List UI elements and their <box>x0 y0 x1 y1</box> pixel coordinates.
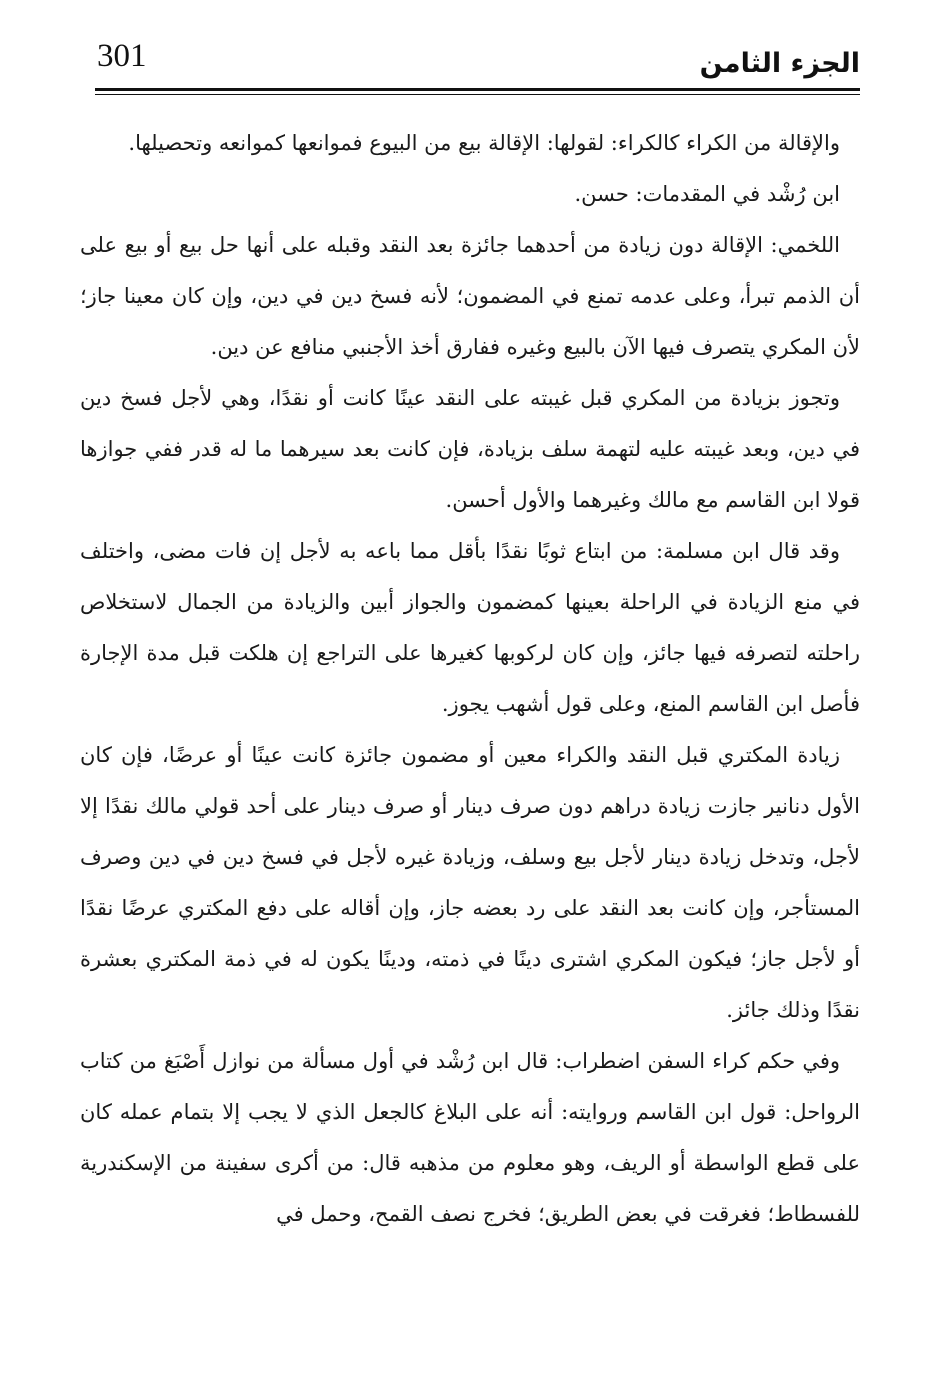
paragraph: والإقالة من الكراء كالكراء: لقولها: الإقالة بيع من البيوع فموانعها كموانعه وتحصيلها. <box>128 131 840 155</box>
page-header <box>95 30 860 92</box>
paragraph: وقد قال ابن مسلمة: من ابتاع ثوبًا نقدًا بأقل مما باعه به لأجل إن فات مضى، واختلف في منع الزيادة في الراحلة بعينها كمضمون والجواز أبين والزيادة من الجمال لاستخلاص راحلته لتصرفه فيها جائز، وإن كان لركوبها كغيرها على التراجع إن هلكت قبل مدة الإجارة فأصل ابن القاسم المنع، وعلى قول أشهب يجوز. <box>80 539 860 716</box>
header-rule-thick <box>95 88 860 91</box>
paragraph: ابن رُشْد في المقدمات: حسن. <box>574 182 840 206</box>
part-title: الجزء الثامن <box>699 48 860 79</box>
body-text <box>80 118 860 1240</box>
paragraph: اللخمي: الإقالة دون زيادة من أحدهما جائزة بعد النقد وقبله على أنها حل بيع أو بيع على أن الذمم تبرأ، وعلى عدمه تمنع في المضمون؛ لأنه فسخ دين في دين، وإن كان معينا جاز؛ لأن المكري يتصرف فيها الآن بالبيع وغيره ففارق أخذ الأجنبي منافع عن دين. <box>80 233 860 359</box>
page-number: 301 <box>97 38 147 74</box>
paragraph: زيادة المكتري قبل النقد والكراء معين أو مضمون جائزة كانت عينًا أو عرضًا، فإن كان الأول دنانير جازت زيادة دراهم دون صرف دينار أو صرف دينار على أحد قولي مالك نقدًا إلا لأجل، وتدخل زيادة دينار لأجل بيع وسلف، وزيادة غيره لأجل في فسخ دين في دين وصرف المستأجر، وإن كانت بعد النقد على رد بعضه جاز، وإن أقاله على دفع المكتري عرضًا نقدًا أو لأجل جاز؛ فيكون المكري اشترى دينًا في ذمته، ودينًا يكون له في ذمة المكتري بعشرة نقدًا وذلك جائز. <box>80 743 860 1022</box>
paragraph: وفي حكم كراء السفن اضطراب: قال ابن رُشْد في أول مسألة من نوازل أَصْبَغ من كتاب الرواحل: قول ابن القاسم وروايته: أنه على البلاغ كالجعل الذي لا يجب إلا بتمام عمله كان على قطع الواسطة أو الريف، وهو معلوم من مذهبه قال: من أكرى سفينة من الإسكندرية للفسطاط؛ فغرقت في بعض الطريق؛ فخرج نصف القمح، وحمل في <box>80 1049 860 1226</box>
header-rule-thin <box>95 94 860 95</box>
paragraph: وتجوز بزيادة من المكري قبل غيبته على النقد عينًا كانت أو نقدًا، وهي لأجل فسخ دين في دين، وبعد غيبته عليه لتهمة سلف بزيادة، فإن كانت بعد سيرهما ما له قدر ففي جوازها قولا ابن القاسم مع مالك وغيرهما والأول أحسن. <box>80 386 860 512</box>
